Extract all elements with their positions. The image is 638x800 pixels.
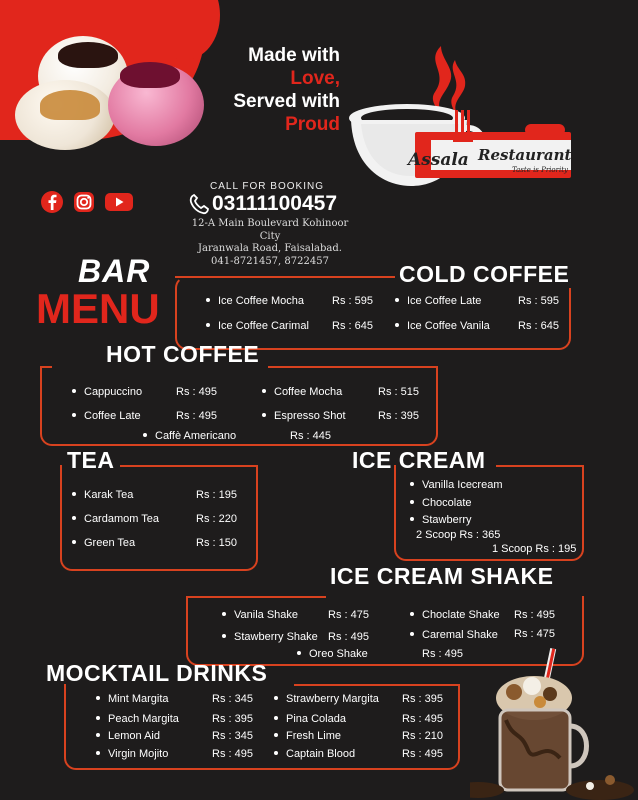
hot-coffee-price: Rs : 445 (290, 430, 331, 442)
mocktail-title: MOCKTAIL DRINKS (46, 660, 268, 686)
cold-coffee-title: COLD COFFEE (395, 261, 573, 288)
shake-price: Rs : 495 (514, 609, 555, 621)
mocktail-price: Rs : 395 (402, 693, 443, 705)
tea-item: Green Tea (72, 537, 135, 549)
hot-coffee-item: Caffè Americano (143, 430, 236, 442)
hot-coffee-item: Coffee Mocha (262, 386, 342, 398)
ice-cream-item: Chocolate (410, 497, 472, 509)
shake-item: Oreo Shake (297, 648, 368, 660)
cold-coffee-item: Ice Coffee Carimal (206, 320, 309, 332)
cold-coffee-item: Ice Coffee Mocha (206, 295, 304, 307)
shake-price: Rs : 475 (328, 609, 369, 621)
ice-cream-item: Stawberry (410, 514, 472, 526)
youtube-icon[interactable] (104, 190, 134, 214)
phone-number[interactable]: 03111100457 (212, 192, 337, 215)
hot-coffee-item: Cappuccino (72, 386, 142, 398)
tea-frame-top (120, 465, 258, 467)
shake-price: Rs : 495 (328, 631, 369, 643)
cold-coffee-price: Rs : 645 (332, 320, 373, 332)
phone-icon (189, 193, 209, 215)
shake-price: Rs : 475 (514, 628, 555, 640)
bar-title: BAR (78, 253, 151, 289)
ice-cream-scoop-2: 2 Scoop Rs : 365 (416, 529, 501, 541)
cold-coffee-price: Rs : 645 (518, 320, 559, 332)
mocktail-item: Peach Margita (96, 713, 179, 725)
mocktail-item: Strawberry Margita (274, 693, 379, 705)
hot-coffee-price: Rs : 395 (378, 410, 419, 422)
mocktail-price: Rs : 495 (212, 748, 253, 760)
hot-coffee-item: Espresso Shot (262, 410, 346, 422)
hot-coffee-price: Rs : 515 (378, 386, 419, 398)
mocktail-price: Rs : 495 (402, 713, 443, 725)
tea-title: TEA (67, 447, 115, 473)
mocktail-price: Rs : 345 (212, 730, 253, 742)
shake-frame-top (186, 596, 326, 598)
hot-coffee-title: HOT COFFEE (106, 341, 260, 367)
ice-cream-frame-top (496, 465, 584, 467)
brand-slogan: Taste is Priority (512, 166, 568, 174)
cold-coffee-price: Rs : 595 (332, 295, 373, 307)
brand-name-restaurant: Restaurant (478, 146, 572, 164)
address-line-2: Jaranwala Road, Faisalabad. (198, 243, 342, 254)
mocktail-item: Mint Margita (96, 693, 169, 705)
ice-cream-title: ICE CREAM (352, 447, 486, 473)
shake-title: ICE CREAM SHAKE (330, 563, 554, 589)
shake-item: Vanila Shake (222, 609, 298, 621)
shake-price: Rs : 495 (422, 648, 463, 660)
tea-item: Karak Tea (72, 489, 133, 501)
mocktail-price: Rs : 495 (402, 748, 443, 760)
tea-item: Cardamom Tea (72, 513, 159, 525)
instagram-icon[interactable] (72, 190, 96, 214)
tagline-served: Served with (233, 91, 340, 112)
milkshake-jar-image (470, 640, 638, 800)
hot-coffee-frame (40, 366, 438, 446)
tagline-love: Love, (290, 68, 340, 89)
cold-coffee-item: Ice Coffee Vanila (395, 320, 490, 332)
shake-item: Caremal Shake (410, 629, 498, 641)
tagline-made: Made with (248, 45, 340, 66)
call-for-booking-label: CALL FOR BOOKING (210, 181, 324, 192)
cold-coffee-price: Rs : 595 (518, 295, 559, 307)
cold-coffee-item: Ice Coffee Late (395, 295, 481, 307)
mocktail-item: Lemon Aid (96, 730, 160, 742)
address-line-3: 041-8721457, 8722457 (211, 255, 329, 267)
address-line-1: 12-A Main Boulevard Kohinoor City (191, 218, 349, 242)
shake-item: Stawberry Shake (222, 631, 318, 643)
mocktail-price: Rs : 210 (402, 730, 443, 742)
mocktail-frame-top (294, 684, 460, 686)
tea-price: Rs : 150 (196, 537, 237, 549)
hot-coffee-price: Rs : 495 (176, 410, 217, 422)
hot-coffee-price: Rs : 495 (176, 386, 217, 398)
ice-cream-item: Vanilla Icecream (410, 479, 503, 491)
hot-coffee-item: Coffee Late (72, 410, 141, 422)
mocktail-item: Virgin Mojito (96, 748, 168, 760)
tea-price: Rs : 220 (196, 513, 237, 525)
tagline-proud: Proud (285, 114, 340, 135)
mocktail-item: Fresh Lime (274, 730, 341, 742)
tea-price: Rs : 195 (196, 489, 237, 501)
menu-title: MENU (36, 285, 160, 332)
mocktail-price: Rs : 395 (212, 713, 253, 725)
mocktail-price: Rs : 345 (212, 693, 253, 705)
shake-item: Choclate Shake (410, 609, 500, 621)
tagline (200, 44, 340, 136)
hot-coffee-frame-top-left (40, 366, 52, 368)
facebook-icon[interactable] (40, 190, 64, 214)
mocktail-item: Pina Colada (274, 713, 346, 725)
brand-name-assala: Assala (408, 150, 469, 170)
hot-coffee-frame-top-right (268, 366, 438, 368)
mocktail-item: Captain Blood (274, 748, 355, 760)
address (180, 218, 360, 268)
ice-cream-scoop-1: 1 Scoop Rs : 195 (492, 543, 577, 555)
cold-coffee-frame-top (175, 276, 395, 278)
